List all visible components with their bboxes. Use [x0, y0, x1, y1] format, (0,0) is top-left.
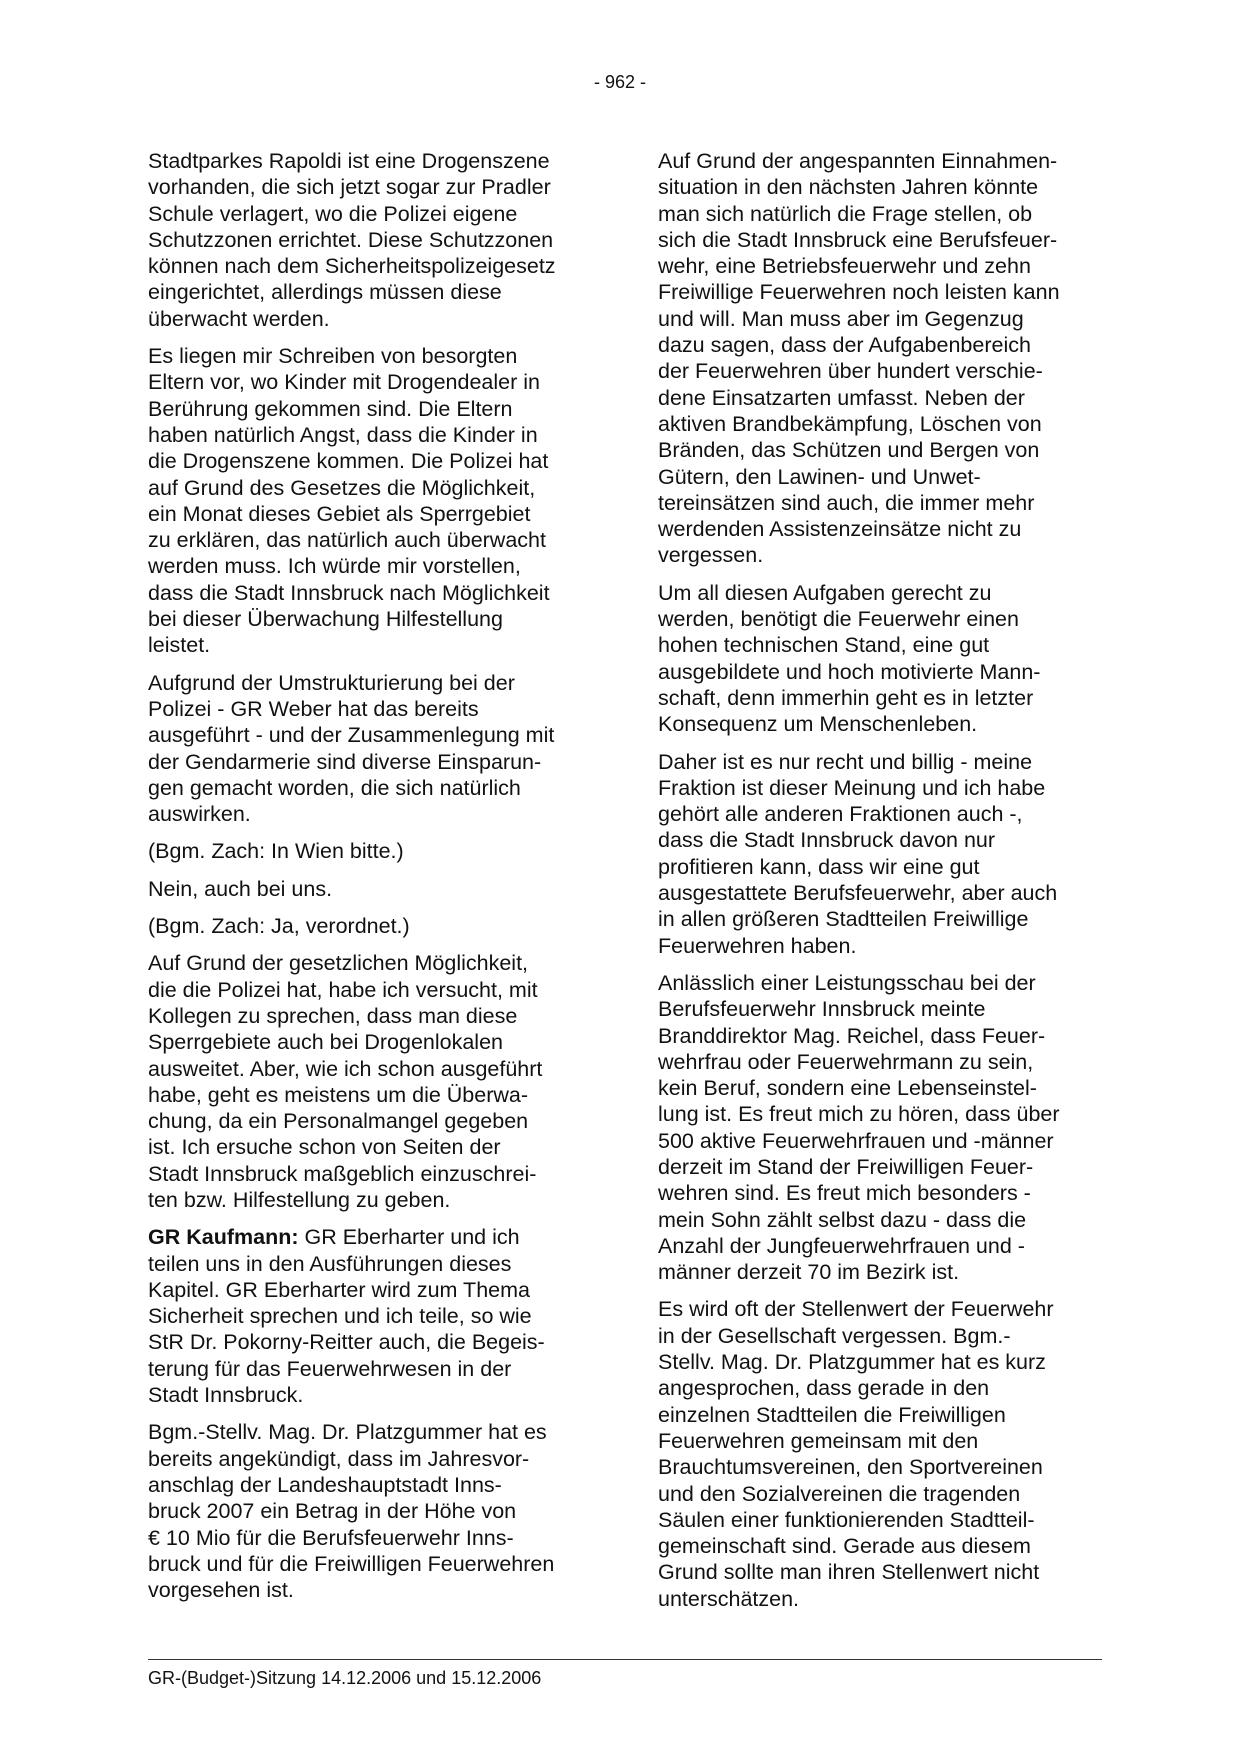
paragraph: Anlässlich einer Leistungsschau bei der Berufsfeuerwehr Innsbruck meinte Branddirektor Mag. Reichel, dass Feuer- wehrfrau oder Feuerwehrmann zu sein, kein Beruf, sondern eine Lebenseinstel- lung ist. Es freut mich zu hören, dass über 500 aktive Feuerwehrfrauen und -männer derzeit im Stand der Freiwilligen Feuer- wehren sind. Es freut mich besonders - mein Sohn zählt selbst dazu - dass die Anzahl der Jungfeuerwehrfrauen und - männer derzeit 70 im Bezirk ist.	[658, 970, 1060, 1285]
right-column	[658, 148, 1103, 1623]
speech-paragraph	[148, 1224, 593, 1408]
footer-divider	[148, 1659, 1102, 1660]
paragraph: Auf Grund der angespannten Einnahmen- situation in den nächsten Jahren könnte man sich natürlich die Frage stellen, ob sich die Stadt Innsbruck eine Berufsfeuer- wehr, eine Betriebsfeuerwehr und zehn Freiwillige Feuerwehren noch leisten kann und will. Man muss aber im Gegenzug dazu sagen, dass der Aufgabenbereich der Feuerwehren über hundert verschie- dene Einsatzarten umfasst. Neben der aktiven Brandbekämpfung, Löschen von Bränden, das Schützen und Bergen von Gütern, den Lawinen- und Unwet- tereinsätzen sind auch, die immer mehr werdenden Assistenzeinsätze nicht zu vergessen.	[658, 149, 1060, 568]
paragraph: Es wird oft der Stellenwert der Feuerwehr in der Gesellschaft vergessen. Bgm.- Stellv. Mag. Dr. Platzgummer hat es kurz angesprochen, dass gerade in den einzelnen Stadtteilen die Freiwilligen Feuerwehren gemeinsam mit den Brauchtumsvereinen, den Sportvereinen und den Sozialvereinen die tragenden Säulen einer funktionierenden Stadtteil- gemeinschaft sind. Gerade aus diesem Grund sollte man ihren Stellenwert nicht unterschätzen.	[658, 1297, 1054, 1611]
paragraph: Um all diesen Aufgaben gerecht zu werden, benötigt die Feuerwehr einen hohen technischen Stand, eine gut ausgebildete und hoch motivierte Mann- schaft, denn immerhin geht es in letzter Konsequenz um Menschenleben.	[658, 580, 1041, 737]
paragraph: Bgm.-Stellv. Mag. Dr. Platzgummer hat es bereits angekündigt, dass im Jahresvor- anschlag der Landeshauptstadt Inns- bruck 2007 ein Betrag in der Höhe von € 10 Mio für die Berufsfeuerwehr Inns- bruck und für die Freiwilligen Feuerwehren vorgesehen ist.	[148, 1420, 555, 1603]
paragraph: Stadtparkes Rapoldi ist eine Drogenszene vorhanden, die sich jetzt sogar zur Pradler Schule verlagert, wo die Polizei eigene Schutzzonen errichtet. Diese Schutzzonen können nach dem Sicherheitspolizeigesetz eingerichtet, allerdings müssen diese überwacht werden.	[148, 149, 556, 331]
paragraph: Es liegen mir Schreiben von besorgten Eltern vor, wo Kinder mit Drogendealer in Berührung gekommen sind. Die Eltern haben natürlich Angst, dass die Kinder in die Drogenszene kommen. Die Polizei hat auf Grund des Gesetzes die Möglichkeit, ein Monat dieses Gebiet als Sperrgebiet zu erklären, das natürlich auch überwacht werden muss. Ich würde mir vorstellen, dass die Stadt Innsbruck nach Möglichkeit bei dieser Überwachung Hilfestellung leistet.	[148, 344, 550, 658]
interjection: (Bgm. Zach: Ja, verordnet.)	[148, 914, 410, 939]
left-column	[148, 148, 593, 1614]
speaker-name: GR Kaufmann:	[148, 1225, 299, 1250]
speech-text: GR Eberharter und ich teilen uns in den Ausführungen dieses Kapitel. GR Eberharter wird zum Thema Sicherheit sprechen und ich teile, so wie StR Dr. Pokorny-Reitter auch, die Begeis- terung für das Feuerwehrwesen in der Stadt Innsbruck.	[148, 1225, 545, 1408]
footer-text: GR-(Budget-)Sitzung 14.12.2006 und 15.12.2006	[148, 1668, 542, 1688]
page-number: - 962 -	[593, 72, 647, 92]
paragraph: Auf Grund der gesetzlichen Möglichkeit, die die Polizei hat, habe ich versucht, mit Kollegen zu sprechen, dass man diese Sperrgebiete auch bei Drogenlokalen ausweitet. Aber, wie ich schon ausgeführt habe, geht es meistens um die Überwa- chung, da ein Personalmangel gegeben ist. Ich ersuche schon von Seiten der Stadt Innsbruck maßgeblich einzuschrei- ten bzw. Hilfestellung zu geben.	[148, 951, 543, 1212]
paragraph: Aufgrund der Umstrukturierung bei der Polizei - GR Weber hat das bereits ausgeführt - und der Zusammenlegung mit der Gendarmerie sind diverse Einsparun- gen gemacht worden, die sich natürlich auswirken.	[148, 670, 555, 827]
interjection: (Bgm. Zach: In Wien bitte.)	[148, 839, 404, 864]
paragraph: Nein, auch bei uns.	[148, 876, 333, 901]
paragraph: Daher ist es nur recht und billig - meine Fraktion ist dieser Meinung und ich habe gehört alle anderen Fraktionen auch -, dass die Stadt Innsbruck davon nur profitieren kann, dass wir eine gut ausgestattete Berufsfeuerwehr, aber auch in allen größeren Stadtteilen Freiwillige Feuerwehren haben.	[658, 749, 1058, 958]
